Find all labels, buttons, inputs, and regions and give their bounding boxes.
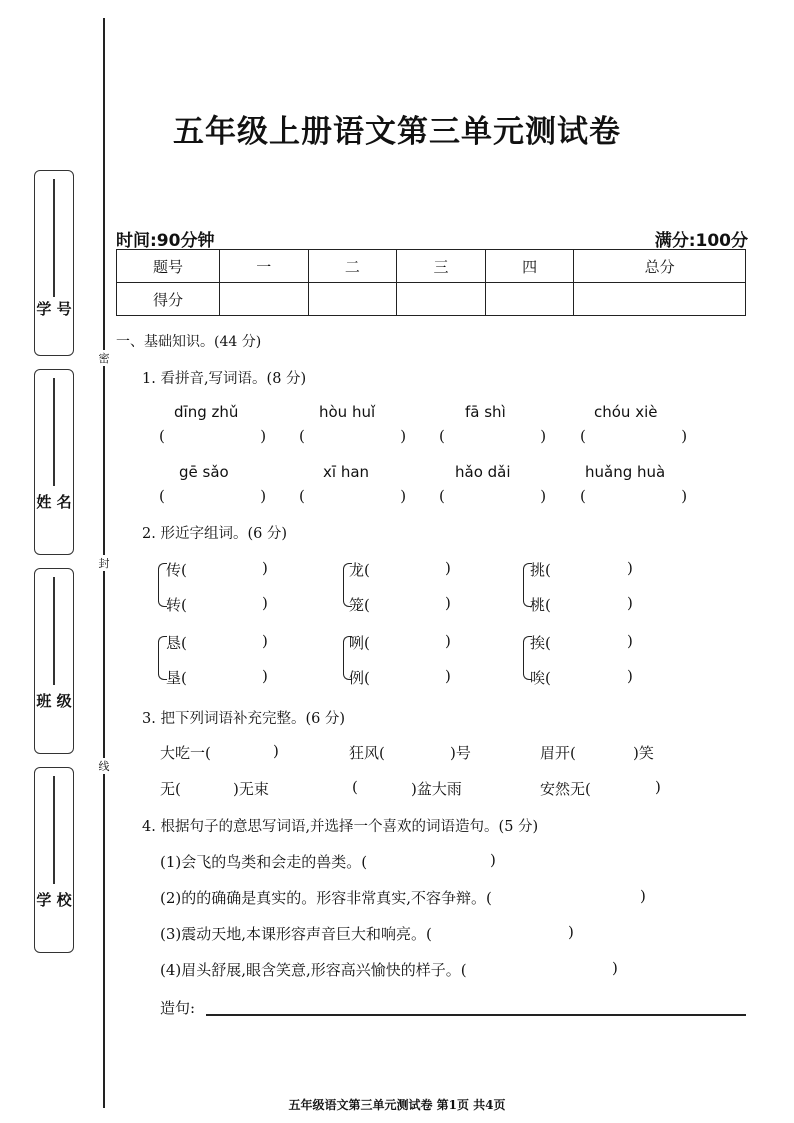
answer-blank-close[interactable]: ): [262, 594, 268, 612]
name-underline: [53, 378, 55, 486]
score-cell[interactable]: [220, 283, 309, 316]
seal-char-feng: 封: [94, 555, 114, 571]
answer-blank-close[interactable]: ): [262, 559, 268, 577]
answer-blank-close[interactable]: ): [490, 851, 496, 869]
answer-blank[interactable]: ( ): [299, 427, 407, 445]
score-table-score-row: [117, 283, 746, 316]
char-item: 转(: [166, 596, 187, 614]
char-item: 传(: [166, 561, 187, 579]
score-header-cell: 总分: [574, 250, 746, 283]
char-item: 笼(: [349, 596, 370, 614]
exam-time: 时间:90分钟: [116, 231, 215, 251]
question-2-label: 2. 形近字组词。(6 分): [142, 526, 288, 542]
answer-blank[interactable]: ( ): [580, 427, 688, 445]
answer-blank-close[interactable]: ): [445, 594, 451, 612]
class-label: 班 级: [36, 692, 72, 710]
question-3-label: 3. 把下列词语补充完整。(6 分): [142, 711, 346, 727]
page-title: 五年级上册语文第三单元测试卷: [173, 114, 621, 150]
class-field[interactable]: [34, 568, 74, 754]
char-item: 咧(: [349, 634, 370, 652]
score-cell[interactable]: [485, 283, 574, 316]
answer-blank-close[interactable]: )笑: [633, 744, 654, 762]
pinyin: dīng zhǔ: [174, 403, 239, 421]
score-cell[interactable]: [308, 283, 397, 316]
idiom-item: 安然无(: [540, 780, 591, 798]
class-underline: [53, 577, 55, 685]
score-header-cell: 题号: [117, 250, 220, 283]
char-item: 挨(: [530, 634, 551, 652]
answer-blank-close[interactable]: ): [627, 632, 633, 650]
school-underline: [53, 776, 55, 884]
answer-blank-close[interactable]: ): [445, 632, 451, 650]
char-item: 龙(: [349, 561, 370, 579]
score-header-cell: 三: [397, 250, 486, 283]
idiom-item: 无(: [160, 780, 181, 798]
answer-blank[interactable]: ( ): [580, 487, 688, 505]
seal-char-mi: 密: [94, 350, 114, 366]
score-table-header-row: [117, 250, 746, 283]
pinyin: fā shì: [465, 403, 506, 421]
score-header-cell: 四: [485, 250, 574, 283]
answer-blank-close[interactable]: )盆大雨: [411, 780, 462, 798]
question-1-label: 1. 看拼音,写词语。(8 分): [142, 371, 307, 387]
student-no-field[interactable]: [34, 170, 74, 356]
answer-blank[interactable]: ( ): [159, 427, 267, 445]
answer-blank-close[interactable]: )无束: [233, 780, 269, 798]
pinyin: hǎo dǎi: [455, 463, 511, 481]
page-footer: 五年级语文第三单元测试卷 第1页 共4页: [288, 1098, 506, 1112]
answer-blank[interactable]: ( ): [159, 487, 267, 505]
student-no-underline: [53, 179, 55, 297]
answer-blank-close[interactable]: ): [568, 923, 574, 941]
idiom-item: 狂风(: [349, 744, 385, 762]
pinyin: xī han: [323, 463, 370, 481]
answer-blank-close[interactable]: ): [627, 559, 633, 577]
answer-blank-close[interactable]: ): [262, 667, 268, 685]
char-item: 恳(: [166, 634, 187, 652]
seal-char-xian: 线: [94, 758, 114, 774]
score-cell[interactable]: [574, 283, 746, 316]
idiom-item: 大吃一(: [160, 744, 211, 762]
answer-blank-close[interactable]: ): [262, 632, 268, 650]
pinyin: chóu xiè: [594, 403, 658, 421]
sentence-answer-line[interactable]: [206, 1014, 746, 1016]
char-item: 桃(: [530, 596, 551, 614]
definition-item: (3)震动天地,本课形容声音巨大和响亮。(: [160, 925, 432, 943]
char-item: 唉(: [530, 669, 551, 687]
full-score: 满分:100分: [654, 231, 748, 251]
pinyin: huǎng huà: [585, 463, 666, 481]
score-table: [116, 249, 746, 316]
pinyin: hòu huǐ: [319, 403, 376, 421]
score-cell[interactable]: [397, 283, 486, 316]
score-header-cell: 二: [308, 250, 397, 283]
char-item: 垦(: [166, 669, 187, 687]
score-row-label: 得分: [117, 283, 220, 316]
char-item: 挑(: [530, 561, 551, 579]
definition-item: (4)眉头舒展,眼含笑意,形容高兴愉快的样子。(: [160, 961, 467, 979]
idiom-item: (: [352, 778, 358, 796]
answer-blank[interactable]: ( ): [299, 487, 407, 505]
school-field[interactable]: [34, 767, 74, 953]
answer-blank-close[interactable]: )号: [450, 744, 471, 762]
answer-blank-close[interactable]: ): [445, 667, 451, 685]
answer-blank[interactable]: ( ): [439, 487, 547, 505]
answer-blank-close[interactable]: ): [655, 778, 661, 796]
answer-blank-close[interactable]: ): [627, 594, 633, 612]
student-no-label: 学 号: [36, 300, 72, 318]
section-heading: 一、基础知识。(44 分): [116, 334, 262, 350]
answer-blank-close[interactable]: ): [445, 559, 451, 577]
pinyin: gē sǎo: [179, 463, 229, 481]
answer-blank-close[interactable]: ): [640, 887, 646, 905]
definition-item: (2)的的确确是真实的。形容非常真实,不容争辩。(: [160, 889, 492, 907]
name-label: 姓 名: [36, 493, 72, 511]
definition-item: (1)会飞的鸟类和会走的兽类。(: [160, 853, 368, 871]
school-label: 学 校: [36, 891, 72, 909]
answer-blank-close[interactable]: ): [612, 959, 618, 977]
score-header-cell: 一: [220, 250, 309, 283]
answer-blank-close[interactable]: ): [627, 667, 633, 685]
name-field[interactable]: [34, 369, 74, 555]
question-4-label: 4. 根据句子的意思写词语,并选择一个喜欢的词语造句。(5 分): [142, 819, 539, 835]
idiom-item: 眉开(: [540, 744, 576, 762]
sentence-label: 造句:: [160, 999, 196, 1017]
answer-blank-close[interactable]: ): [273, 742, 279, 760]
answer-blank[interactable]: ( ): [439, 427, 547, 445]
char-item: 例(: [349, 669, 370, 687]
